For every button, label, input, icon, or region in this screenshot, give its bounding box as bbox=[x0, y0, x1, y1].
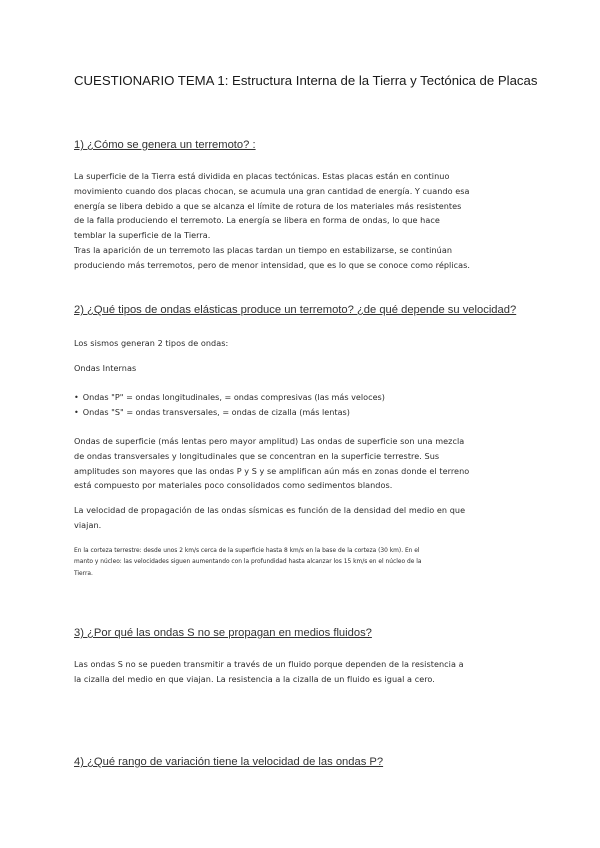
velocity-line: viajan. bbox=[74, 519, 102, 530]
surface-waves-line: Ondas de superficie (más lentas pero mayor amplitud) Las ondas de superficie son una mezcla bbox=[74, 436, 465, 446]
velocity-line: La velocidad de propagación de las ondas sísmicas es función de la densidad del medio en que bbox=[74, 505, 466, 515]
answer-1-line: La superficie de la Tierra está dividida en placas tectónicas. Estas placas están en continuo bbox=[74, 171, 450, 181]
surface-waves-line: amplitudes son mayores que las ondas P y S y se amplifican aún más en zonas donde el terreno bbox=[74, 465, 470, 476]
question-1-heading: 1) ¿Cómo se genera un terremoto? : bbox=[74, 139, 256, 151]
wave-type-list bbox=[74, 390, 530, 420]
velocity-detail-note bbox=[74, 546, 530, 580]
wave-type-item: • Ondas "P" = ondas longitudinales, = ondas compresivas (las más veloces) bbox=[74, 390, 530, 405]
wave-type-item: • Ondas "S" = ondas transversales, = ondas de cizalla (más lentas) bbox=[74, 405, 530, 420]
velocity-detail-line: Tierra. bbox=[74, 570, 93, 577]
question-3-heading: 3) ¿Por qué las ondas S no se propagan en medios fluidos? bbox=[74, 627, 372, 639]
velocity-paragraph bbox=[74, 503, 530, 533]
velocity-detail-line: manto y núcleo: las velocidades siguen aumentando con la profundidad hasta alcanzar los 15 km/s en el núcleo de la bbox=[74, 559, 422, 566]
answer-1-line: produciendo más terremotos, pero de menor intensidad, que es lo que se conoce como réplicas. bbox=[74, 259, 471, 270]
surface-waves-paragraph bbox=[74, 434, 530, 493]
answer-1-line: Tras la aparición de un terremoto las placas tardan un tiempo en estabilizarse, se continúan bbox=[74, 244, 453, 255]
answer-2-intro: Los sismos generan 2 tipos de ondas: bbox=[74, 338, 229, 348]
surface-waves-line: de ondas transversales y longitudinales que se concentran en la superficie terrestre. Sus bbox=[74, 450, 440, 461]
answer-3-line: la cizalla del medio en que viajan. La resistencia a la cizalla de un fluido es igual a cero. bbox=[74, 673, 435, 684]
answer-2-subheading: Ondas Internas bbox=[74, 363, 137, 373]
answer-1-line: energía se libera debido a que se alcanza el límite de rotura de los materiales más resistentes bbox=[74, 200, 462, 211]
question-4-heading: 4) ¿Qué rango de variación tiene la velocidad de las ondas P? bbox=[74, 756, 384, 768]
answer-1-line: temblar la superficie de la Tierra. bbox=[74, 230, 211, 241]
answer-3-line: Las ondas S no se pueden transmitir a través de un fluido porque dependen de la resistencia a bbox=[74, 659, 464, 669]
document-title: CUESTIONARIO TEMA 1: Estructura Interna de la Tierra y Tectónica de Placas bbox=[74, 73, 538, 88]
answer-1-paragraph bbox=[74, 169, 530, 273]
answer-1-line: de la falla produciendo el terremoto. La energía se libera en forma de ondas, lo que hace bbox=[74, 215, 440, 226]
question-2-heading: 2) ¿Qué tipos de ondas elásticas produce un terremoto? ¿de qué depende su velocidad? bbox=[74, 304, 517, 316]
surface-waves-line: está compuesto por materiales poco consolidados como sedimentos blandos. bbox=[74, 480, 393, 491]
answer-3-paragraph bbox=[74, 657, 530, 687]
answer-1-line: movimiento cuando dos placas chocan, se acumula una gran cantidad de energía. Y cuando esa bbox=[74, 185, 470, 196]
velocity-detail-line: En la corteza terrestre: desde unos 2 km/s cerca de la superficie hasta 8 km/s en la base de la corteza (30 km). En el bbox=[74, 548, 420, 554]
